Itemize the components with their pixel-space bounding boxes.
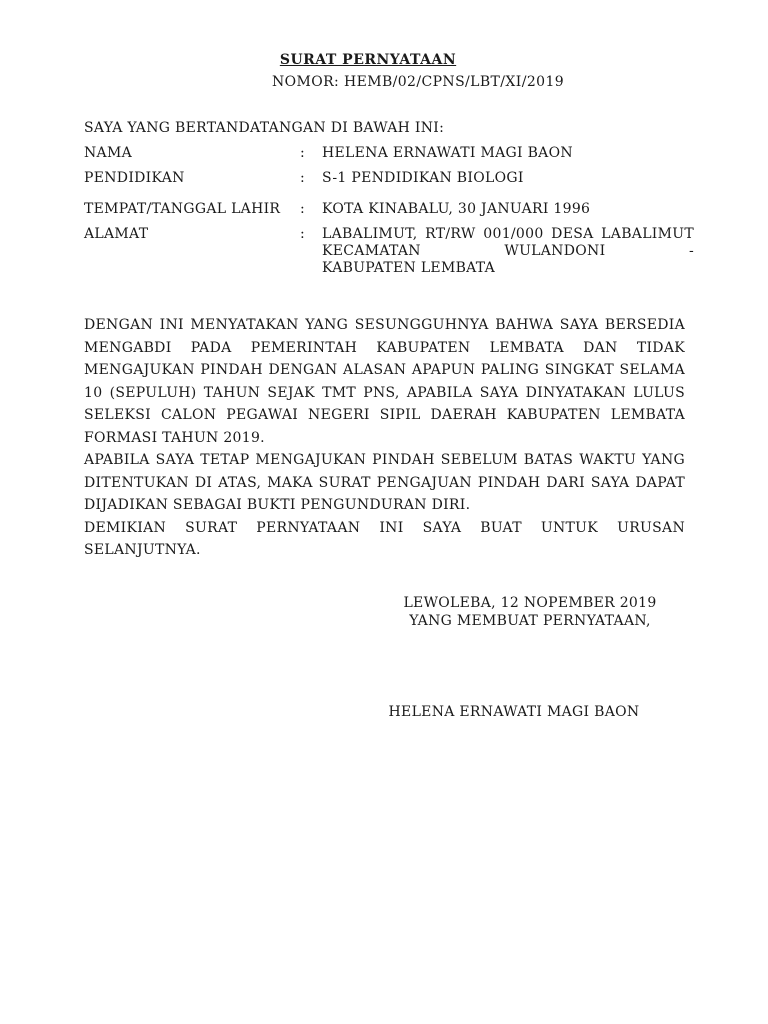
signature-place-date: LEWOLEBA, 12 NOPEMBER 2019 [403, 595, 657, 611]
field-colon: : [300, 145, 306, 161]
intro-line: SAYA YANG BERTANDATANGAN DI BAWAH INI: [84, 120, 445, 136]
field-label: NAMA [84, 145, 133, 161]
field-value: HELENA ERNAWATI MAGI BAON [322, 145, 573, 161]
field-colon: : [300, 201, 306, 217]
field-value: S-1 PENDIDIKAN BIOLOGI [322, 170, 524, 186]
address-line: KABUPATEN LEMBATA [322, 260, 496, 276]
signature-role: YANG MEMBUAT PERNYATAAN, [409, 613, 651, 629]
field-label: PENDIDIKAN [84, 170, 185, 186]
statement-paragraph: DENGAN INI MENYATAKAN YANG SESUNGGUHNYA BAHWA SAYA BERSEDIA MENGABDI PADA PEMERINTAH KABUPATEN LEMBATA DAN TIDAK MENGAJUKAN PINDAH DENGAN ALASAN APAPUN PALING SINGKAT SELAMA 10 (SEPULUH) TAHUN SEJAK TMT PNS, APABILA SAYA DINYATAKAN LULUS SELEKSI CALON PEGAWAI NEGERI SIPIL DAERAH KABUPATEN LEMBATA FORMASI TAHUN 2019. [84, 317, 685, 446]
statement-paragraph: APABILA SAYA TETAP MENGAJUKAN PINDAH SEBELUM BATAS WAKTU YANG DITENTUKAN DI ATAS, MAKA SURAT PENGAJUAN PINDAH DARI SAYA DAPAT DIJADIKAN SEBAGAI BUKTI PENGUNDURAN DIRI. [84, 452, 685, 513]
field-value: KOTA KINABALU, 30 JANUARI 1996 [322, 201, 591, 217]
document-title-text: SURAT PERNYATAAN [279, 52, 457, 68]
field-label: ALAMAT [84, 226, 149, 242]
document-number-text: NOMOR: HEMB/02/CPNS/LBT/XI/2019 [271, 74, 565, 90]
signature-name: HELENA ERNAWATI MAGI BAON [388, 704, 640, 720]
document-title [0, 52, 768, 68]
statement-paragraph: DEMIKIAN SURAT PERNYATAAN INI SAYA BUAT UNTUK URUSAN SELANJUTNYA. [84, 519, 685, 558]
field-label: TEMPAT/TANGGAL LAHIR [84, 201, 281, 217]
field-colon: : [300, 170, 306, 186]
field-colon: : [300, 226, 306, 242]
field-value-address [322, 226, 694, 277]
statement-body [84, 314, 685, 562]
address-line: LABALIMUT, RT/RW 001/000 DESA LABALIMUT KECAMATAN WULANDONI - [322, 226, 694, 259]
document-number [0, 74, 768, 90]
